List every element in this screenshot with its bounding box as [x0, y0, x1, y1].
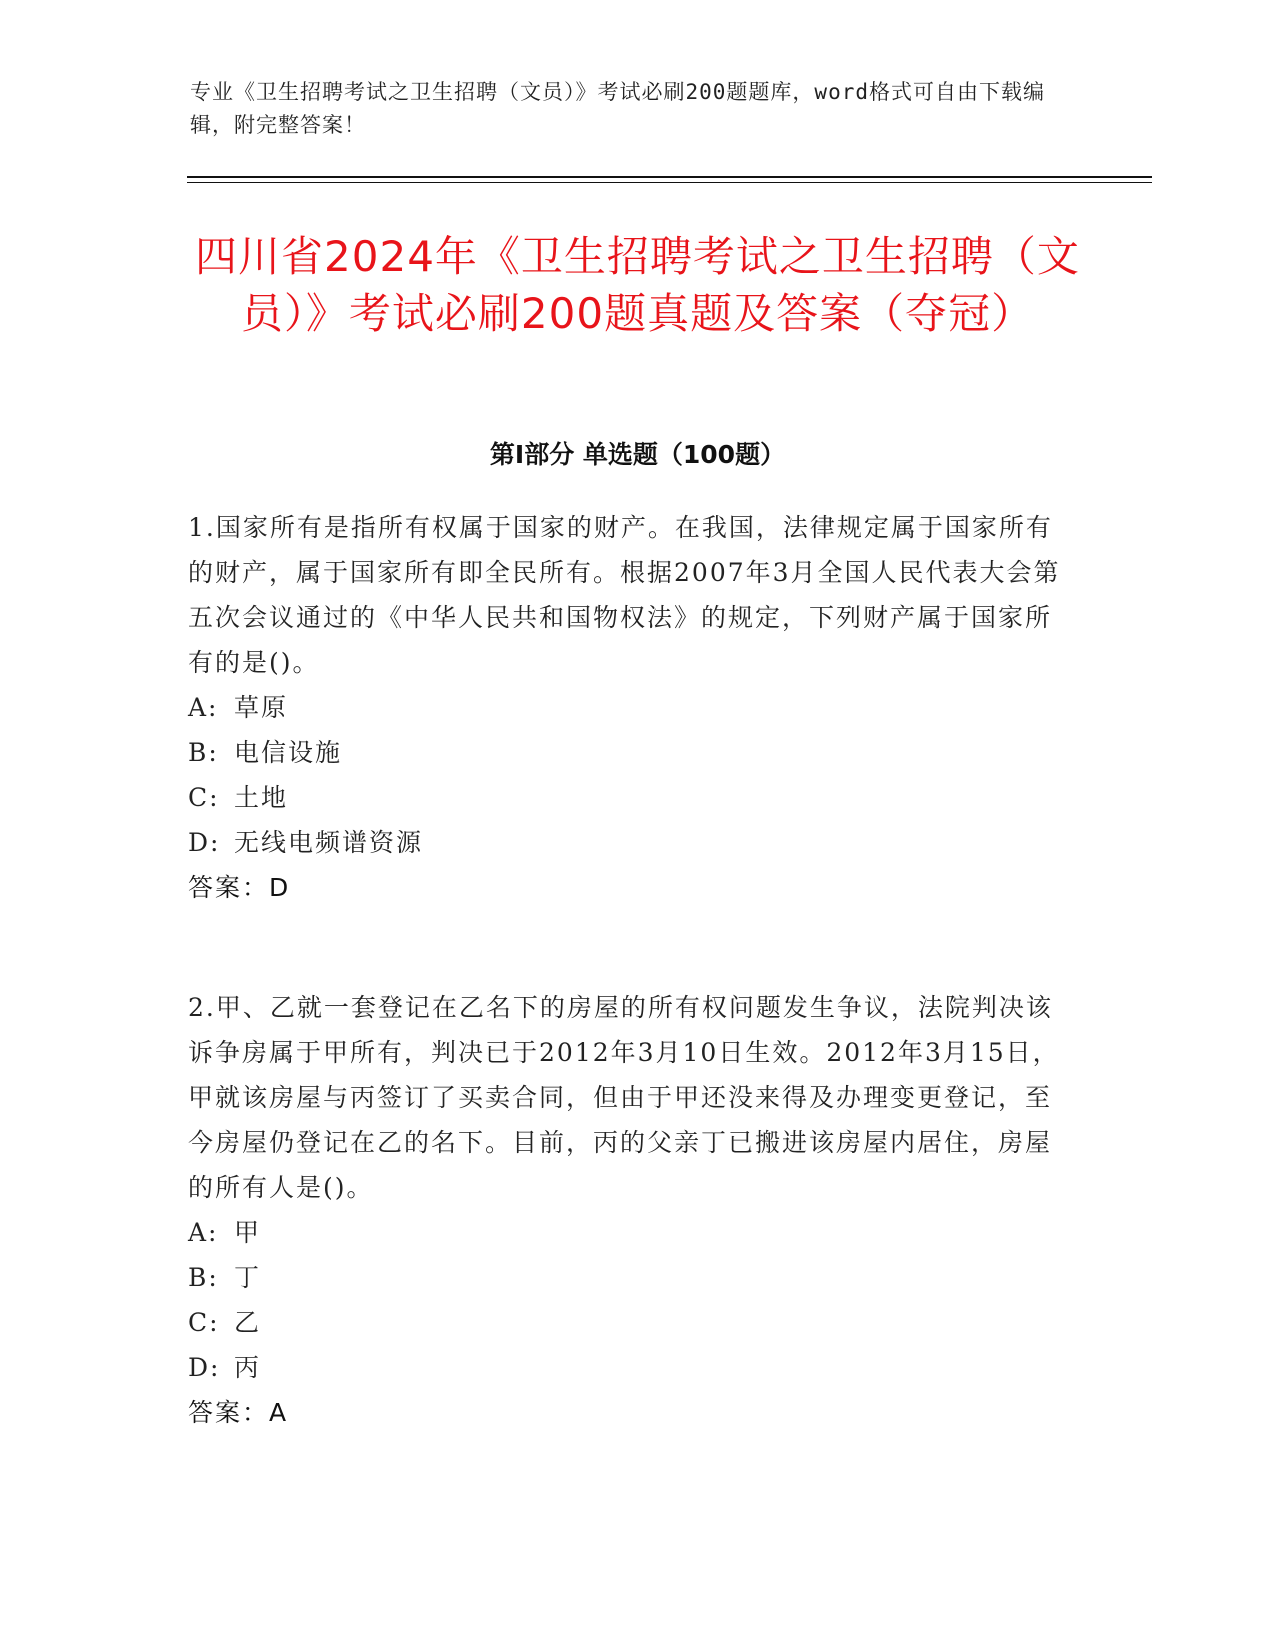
- option-text: 甲: [234, 1218, 262, 1247]
- answer-label: 答案：: [188, 1398, 270, 1427]
- question-1: [188, 505, 1078, 910]
- option-d: [188, 1345, 1078, 1390]
- option-text: 丁: [234, 1263, 262, 1292]
- option-text: 土地: [234, 783, 289, 812]
- option-b: [188, 730, 1078, 775]
- option-letter: D:: [188, 1353, 221, 1382]
- answer-line: [188, 865, 1078, 910]
- option-letter: C:: [188, 1308, 220, 1337]
- option-d: [188, 820, 1078, 865]
- answer-value: A: [269, 1398, 287, 1427]
- option-text: 乙: [234, 1308, 262, 1337]
- question-stem: 1.国家所有是指所有权属于国家的财产。在我国，法律规定属于国家所有的财产，属于国家所有即全民所有。根据2007年3月全国人民代表大会第五次会议通过的《中华人民共和国物权法》的规定，下列财产属于国家所有的是()。: [188, 513, 1061, 677]
- option-b: [188, 1255, 1078, 1300]
- option-letter: D:: [188, 828, 221, 857]
- option-text: 电信设施: [234, 738, 343, 767]
- option-a: [188, 685, 1078, 730]
- option-letter: A:: [188, 1218, 219, 1247]
- header-divider-thin: [187, 182, 1152, 183]
- option-c: [188, 1300, 1078, 1345]
- option-letter: B:: [188, 1263, 219, 1292]
- option-c: [188, 775, 1078, 820]
- option-letter: A:: [188, 693, 219, 722]
- option-a: [188, 1210, 1078, 1255]
- option-letter: C:: [188, 783, 220, 812]
- option-text: 草原: [234, 693, 289, 722]
- answer-value: D: [269, 873, 289, 902]
- section-heading: 第Ⅰ部分 单选题（100题）: [489, 440, 786, 469]
- header-divider-thick: [187, 176, 1152, 178]
- option-text: 无线电频谱资源: [234, 828, 424, 857]
- document-title: 四川省2024年《卫生招聘考试之卫生招聘（文员）》考试必刷200题真题及答案（夺冠）: [195, 232, 1080, 338]
- answer-label: 答案：: [188, 873, 270, 902]
- option-letter: B:: [188, 738, 219, 767]
- answer-line: [188, 1390, 1078, 1435]
- option-text: 丙: [234, 1353, 262, 1382]
- header-note: 专业《卫生招聘考试之卫生招聘（文员）》考试必刷200题题库，word格式可自由下载编辑，附完整答案！: [190, 80, 1045, 137]
- question-stem: 2.甲、乙就一套登记在乙名下的房屋的所有权问题发生争议，法院判决该诉争房属于甲所有，判决已于2012年3月10日生效。2012年3月15日，甲就该房屋与丙签订了买卖合同，但由于甲还没来得及办理变更登记，至今房屋仍登记在乙的名下。目前，丙的父亲丁已搬进该房屋内居住，房屋的所有人是()。: [188, 993, 1060, 1202]
- question-2: [188, 985, 1078, 1435]
